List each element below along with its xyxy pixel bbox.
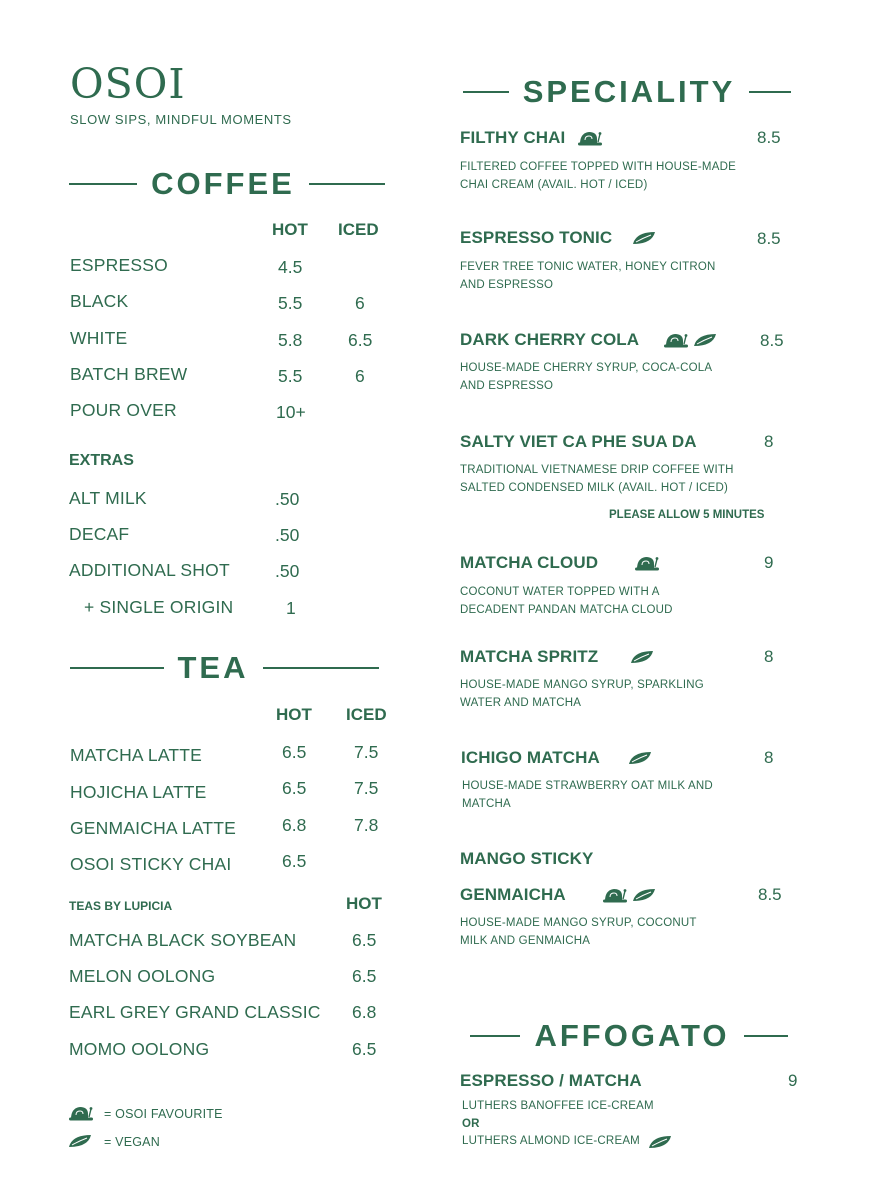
divider-line bbox=[463, 91, 509, 93]
divider-line bbox=[470, 1035, 520, 1037]
speciality-item-desc bbox=[460, 915, 697, 950]
desc-line: AND ESPRESSO bbox=[460, 278, 554, 291]
desc-line: FILTERED COFFEE TOPPED WITH HOUSE-MADE bbox=[460, 161, 736, 173]
extra-item-price: .50 bbox=[275, 489, 300, 509]
legend-favourite-text: = OSOI FAVOURITE bbox=[104, 1107, 223, 1121]
desc-line: AND ESPRESSO bbox=[460, 379, 554, 392]
tea-item-iced: 7.8 bbox=[354, 815, 379, 835]
lupicia-item-name: MELON OOLONG bbox=[69, 966, 216, 986]
coffee-item-name: BLACK bbox=[70, 291, 129, 311]
coffee-title: COFFEE bbox=[151, 166, 295, 201]
coffee-item-name: POUR OVER bbox=[70, 400, 177, 420]
affogato-item-price: 9 bbox=[788, 1071, 798, 1090]
lupicia-title: TEAS BY LUPICIA bbox=[69, 899, 173, 913]
speciality-item-price: 8.5 bbox=[760, 331, 784, 350]
speciality-item-price: 8.5 bbox=[757, 229, 781, 248]
extra-item-name: ADDITIONAL SHOT bbox=[69, 560, 230, 580]
tea-col-iced: ICED bbox=[346, 705, 387, 724]
leaf-icon bbox=[68, 1133, 92, 1149]
coffee-item-name: ESPRESSO bbox=[70, 255, 168, 275]
desc-line: HOUSE-MADE STRAWBERRY OAT MILK AND bbox=[462, 780, 713, 792]
speciality-item-desc bbox=[460, 360, 712, 395]
speciality-item-price: 8 bbox=[764, 647, 774, 666]
speciality-item bbox=[460, 885, 656, 905]
leaf-icon bbox=[630, 649, 654, 665]
speciality-item bbox=[460, 228, 656, 248]
desc-line: SALTED CONDENSED MILK (AVAIL. HOT / ICED) bbox=[460, 481, 729, 494]
lupicia-item-name: MOMO OOLONG bbox=[69, 1039, 210, 1059]
leaf-icon bbox=[693, 332, 717, 348]
speciality-item bbox=[460, 647, 654, 667]
coffee-item-name: WHITE bbox=[70, 328, 128, 348]
snail-icon bbox=[602, 886, 628, 904]
speciality-item-price: 8 bbox=[764, 748, 774, 767]
speciality-item-desc bbox=[460, 259, 716, 294]
speciality-item-name-line1: MANGO STICKY bbox=[460, 849, 594, 868]
speciality-item-price: 8.5 bbox=[757, 128, 781, 147]
tea-item-hot: 6.8 bbox=[282, 815, 307, 835]
coffee-item-hot: 5.8 bbox=[278, 330, 303, 350]
desc-line: DECADENT PANDAN MATCHA CLOUD bbox=[460, 603, 673, 616]
speciality-note: PLEASE ALLOW 5 MINUTES bbox=[609, 509, 765, 521]
tea-item-hot: 6.5 bbox=[282, 742, 307, 762]
affogato-desc bbox=[462, 1098, 672, 1151]
extra-item-name: + SINGLE ORIGIN bbox=[84, 597, 234, 617]
speciality-item-name: FILTHY CHAI bbox=[460, 128, 566, 147]
divider-line bbox=[309, 183, 385, 185]
desc-or: OR bbox=[462, 1117, 480, 1130]
speciality-title: SPECIALITY bbox=[522, 74, 736, 109]
speciality-section-header bbox=[460, 72, 794, 112]
tea-item-iced: 7.5 bbox=[354, 742, 379, 762]
lupicia-item-name: MATCHA BLACK SOYBEAN bbox=[69, 930, 297, 950]
tea-item-name: GENMAICHA LATTE bbox=[70, 818, 237, 838]
lupicia-item-name: EARL GREY GRAND CLASSIC bbox=[69, 1002, 321, 1022]
speciality-item bbox=[460, 128, 603, 148]
coffee-item-hot: 5.5 bbox=[278, 293, 303, 313]
speciality-item-name: SALTY VIET CA PHE SUA DA bbox=[460, 432, 697, 451]
leaf-icon bbox=[648, 1134, 672, 1150]
desc-line: HOUSE-MADE CHERRY SYRUP, COCA-COLA bbox=[460, 362, 713, 374]
desc-line: FEVER TREE TONIC WATER, HONEY CITRON bbox=[460, 261, 716, 273]
lupicia-item-price: 6.5 bbox=[352, 1039, 377, 1059]
speciality-item-desc bbox=[460, 462, 734, 497]
lupicia-col-hot: HOT bbox=[346, 894, 382, 913]
coffee-col-iced: ICED bbox=[338, 220, 379, 239]
legend-favourite bbox=[68, 1104, 94, 1127]
speciality-item-desc bbox=[460, 159, 736, 194]
snail-icon bbox=[68, 1104, 94, 1122]
coffee-item-iced: 6 bbox=[355, 293, 365, 313]
tea-col-hot: HOT bbox=[276, 705, 312, 724]
tea-item-name: HOJICHA LATTE bbox=[70, 782, 207, 802]
extra-item-name: ALT MILK bbox=[69, 488, 147, 508]
speciality-item-name: GENMAICHA bbox=[460, 885, 566, 904]
snail-icon bbox=[663, 331, 689, 349]
leaf-icon bbox=[628, 750, 652, 766]
divider-line bbox=[70, 667, 164, 669]
speciality-item-price: 9 bbox=[764, 553, 774, 572]
coffee-item-iced: 6 bbox=[355, 366, 365, 386]
speciality-item bbox=[460, 432, 697, 452]
lupicia-item-price: 6.5 bbox=[352, 930, 377, 950]
affogato-title: AFFOGATO bbox=[534, 1018, 730, 1053]
desc-line: MATCHA bbox=[462, 797, 511, 810]
snail-icon bbox=[634, 554, 660, 572]
lupicia-item-price: 6.5 bbox=[352, 966, 377, 986]
speciality-item bbox=[460, 553, 660, 573]
speciality-item-name: MATCHA SPRITZ bbox=[460, 647, 599, 666]
tea-section-header bbox=[68, 648, 380, 688]
tea-item-iced: 7.5 bbox=[354, 778, 379, 798]
lupicia-item-price: 6.8 bbox=[352, 1002, 377, 1022]
legend-vegan bbox=[68, 1133, 92, 1154]
leaf-icon bbox=[632, 230, 656, 246]
brand-logo: OSOI bbox=[70, 60, 186, 108]
tea-item-name: OSOI STICKY CHAI bbox=[70, 854, 232, 874]
tea-title: TEA bbox=[177, 650, 249, 685]
desc-line: MILK AND GENMAICHA bbox=[460, 934, 591, 947]
coffee-item-hot: 4.5 bbox=[278, 257, 303, 277]
speciality-item-price: 8 bbox=[764, 432, 774, 451]
speciality-item-desc bbox=[460, 677, 704, 712]
divider-line bbox=[263, 667, 379, 669]
speciality-item-name: MATCHA CLOUD bbox=[460, 553, 599, 572]
affogato-item-name: ESPRESSO / MATCHA bbox=[460, 1071, 642, 1090]
speciality-item-name: ICHIGO MATCHA bbox=[461, 748, 600, 767]
speciality-item bbox=[461, 748, 652, 768]
brand-tagline: SLOW SIPS, MINDFUL MOMENTS bbox=[70, 112, 292, 127]
desc-line: TRADITIONAL VIETNAMESE DRIP COFFEE WITH bbox=[460, 464, 734, 476]
tea-item-name: MATCHA LATTE bbox=[70, 745, 203, 765]
desc-line: CHAI CREAM (AVAIL. HOT / ICED) bbox=[460, 178, 648, 191]
leaf-icon bbox=[632, 887, 656, 903]
desc-line: WATER AND MATCHA bbox=[460, 696, 582, 709]
extra-item-price: .50 bbox=[275, 525, 300, 545]
speciality-item-price: 8.5 bbox=[758, 885, 782, 904]
tea-item-hot: 6.5 bbox=[282, 778, 307, 798]
divider-line bbox=[69, 183, 137, 185]
tea-item-hot: 6.5 bbox=[282, 851, 307, 871]
extra-item-price: .50 bbox=[275, 561, 300, 581]
speciality-item bbox=[460, 330, 717, 350]
divider-line bbox=[749, 91, 791, 93]
extra-item-name: DECAF bbox=[69, 524, 130, 544]
speciality-item-name: ESPRESSO TONIC bbox=[460, 228, 613, 247]
divider-line bbox=[744, 1035, 788, 1037]
speciality-item-desc bbox=[462, 778, 713, 813]
coffee-item-name: BATCH BREW bbox=[70, 364, 188, 384]
coffee-section-header bbox=[68, 164, 386, 204]
desc-line: HOUSE-MADE MANGO SYRUP, SPARKLING bbox=[460, 679, 704, 691]
coffee-item-hot: 5.5 bbox=[278, 366, 303, 386]
snail-icon bbox=[577, 129, 603, 147]
legend-vegan-text: = VEGAN bbox=[104, 1135, 160, 1149]
coffee-item-hot: 10+ bbox=[276, 402, 306, 422]
speciality-item-name: DARK CHERRY COLA bbox=[460, 330, 640, 349]
desc-line: COCONUT WATER TOPPED WITH A bbox=[460, 586, 660, 598]
coffee-item-iced: 6.5 bbox=[348, 330, 373, 350]
desc-line: HOUSE-MADE MANGO SYRUP, COCONUT bbox=[460, 917, 697, 929]
extra-item-price: 1 bbox=[286, 598, 296, 618]
coffee-col-hot: HOT bbox=[272, 220, 308, 239]
desc-line: LUTHERS ALMOND ICE-CREAM bbox=[462, 1135, 640, 1147]
desc-line: LUTHERS BANOFFEE ICE-CREAM bbox=[462, 1100, 654, 1112]
extras-title: EXTRAS bbox=[69, 452, 134, 469]
affogato-section-header bbox=[462, 1016, 796, 1056]
speciality-item-desc bbox=[460, 584, 673, 619]
